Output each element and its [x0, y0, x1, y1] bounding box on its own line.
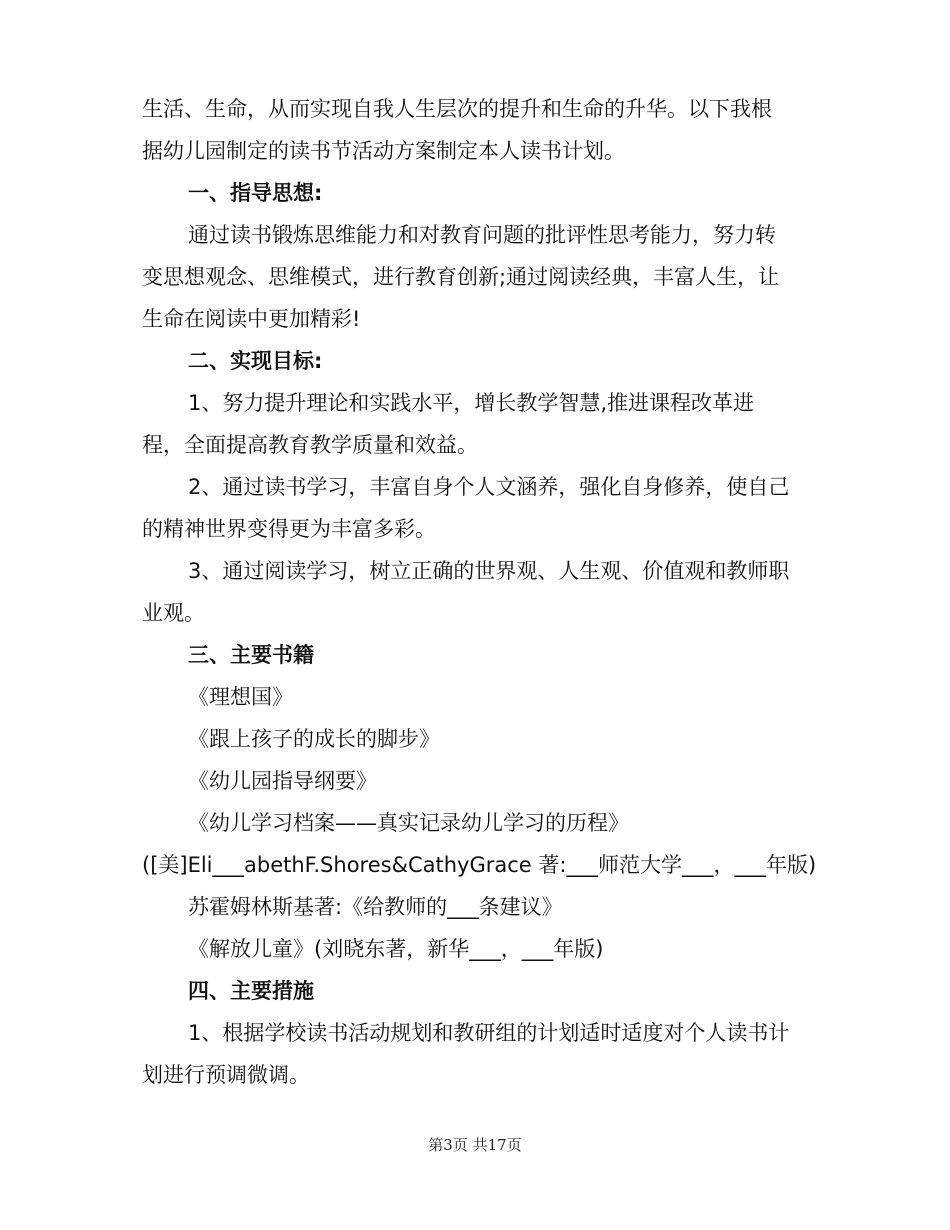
- goal-1-line-1: 1、努力提升理论和实践水平，增长教学智慧,推进课程改革进: [188, 391, 755, 415]
- book-item: 《幼儿园指导纲要》: [188, 769, 377, 793]
- measure-1-line-1: 1、根据学校读书活动规划和教研组的计划适时适度对个人读书计: [188, 1021, 790, 1045]
- intro-line-2: 据幼儿园制定的读书节活动方案制定本人读书计划。: [142, 139, 625, 163]
- section-heading-measures: 四、主要措施: [188, 979, 314, 1003]
- section-heading-goals: 二、实现目标:: [188, 349, 323, 373]
- book-item: 《理想国》: [188, 685, 293, 709]
- book-item: 《跟上孩子的成长的脚步》: [188, 727, 440, 751]
- book-item-note: ([美]Eli___abethF.Shores&CathyGrace 著:___师范大学___，___年版): [142, 853, 817, 877]
- goal-3-line-1: 3、通过阅读学习，树立正确的世界观、人生观、价值观和教师职: [188, 559, 790, 583]
- section-heading-guiding-thought: 一、指导思想:: [188, 181, 323, 205]
- book-item: 《幼儿学习档案——真实记录幼儿学习的历程》: [188, 811, 629, 835]
- intro-line-1: 生活、生命，从而实现自我人生层次的提升和生命的升华。以下我根: [142, 97, 772, 121]
- guiding-thought-line-2: 变思想观念、思维模式，进行教育创新;通过阅读经典，丰富人生，让: [142, 265, 780, 289]
- goal-2-line-1: 2、通过读书学习，丰富自身个人文涵养，强化自身修养，使自己: [188, 475, 790, 499]
- goal-1-line-2: 程，全面提高教育教学质量和效益。: [142, 433, 478, 457]
- book-item: 苏霍姆林斯基著:《给教师的___条建议》: [188, 895, 563, 919]
- guiding-thought-line-3: 生命在阅读中更加精彩!: [142, 307, 361, 331]
- page-number-footer: 第3页 共17页: [428, 1136, 522, 1154]
- book-item: 《解放儿童》(刘晓东著，新华___，___年版): [188, 937, 604, 961]
- guiding-thought-line-1: 通过读书锻炼思维能力和对教育问题的批评性思考能力，努力转: [188, 223, 776, 247]
- goal-2-line-2: 的精神世界变得更为丰富多彩。: [142, 517, 436, 541]
- document-body: [142, 88, 822, 1096]
- goal-3-line-2: 业观。: [142, 601, 205, 625]
- section-heading-books: 三、主要书籍: [188, 643, 314, 667]
- measure-1-line-2: 划进行预调微调。: [142, 1063, 310, 1087]
